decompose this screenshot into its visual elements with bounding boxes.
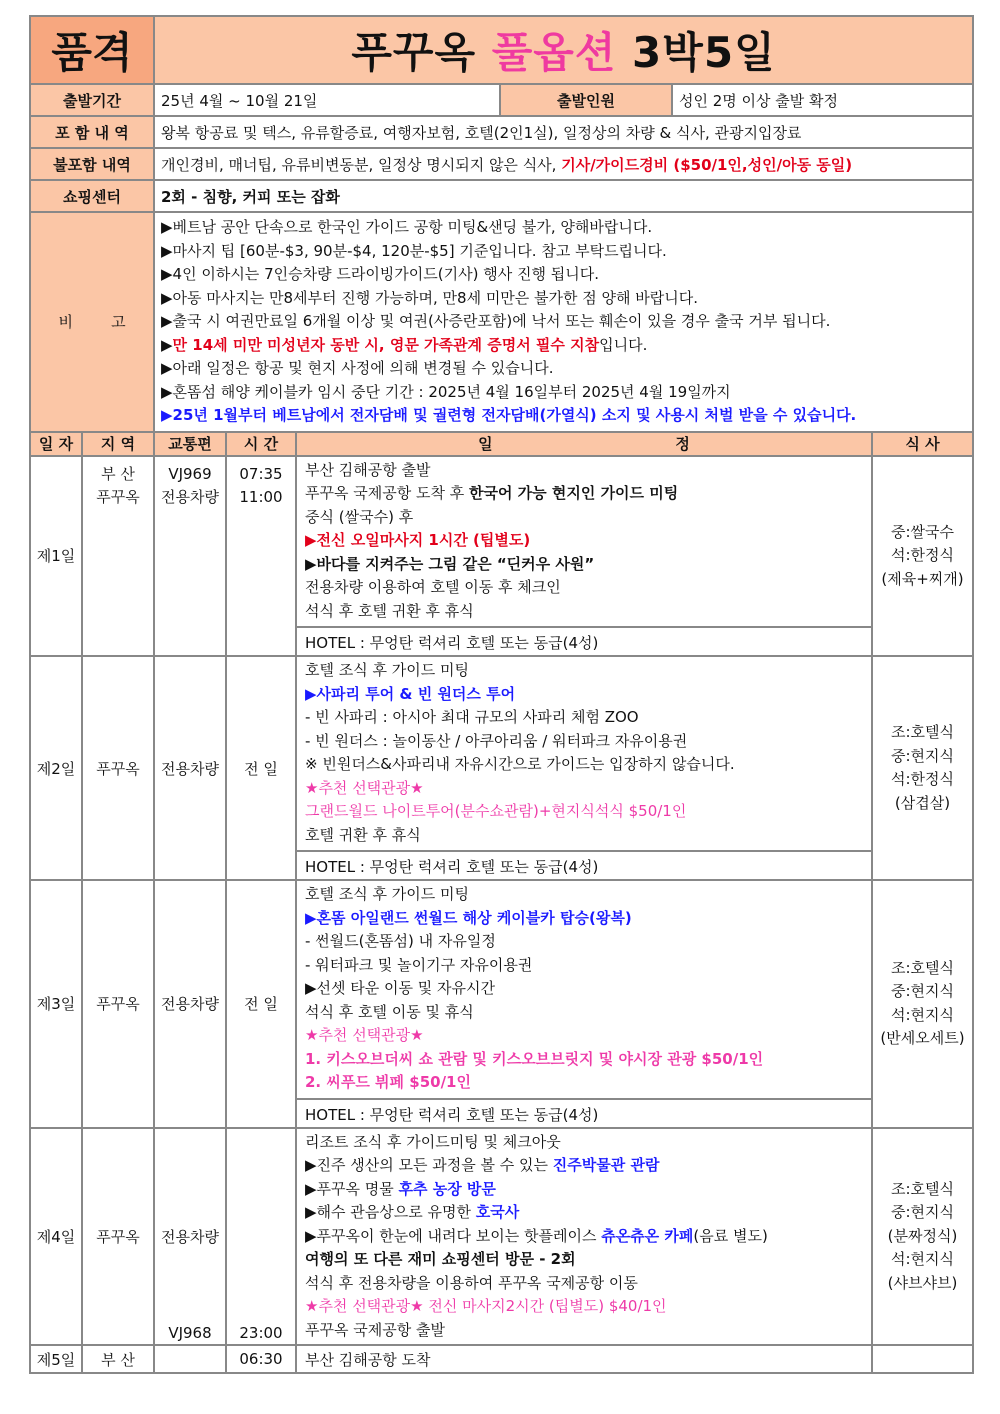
col-itinerary: 일 정 [296, 432, 872, 456]
region-cell: 부 산 [82, 1345, 154, 1373]
page-title: 푸꾸옥 풀옵션 3박5일 [154, 16, 973, 84]
note-item: ▶베트남 공안 단속으로 한국인 가이드 공항 미팅&샌딩 불가, 양해바랍니다. [161, 218, 653, 236]
time-cell: 07:35 11:00 [226, 456, 296, 657]
col-meals: 식 사 [872, 432, 973, 456]
time-cell: 전 일 [226, 880, 296, 1128]
shopping-label: 쇼핑센터 [30, 180, 154, 212]
day-row [30, 456, 973, 657]
departure-label: 출발기간 [30, 84, 154, 116]
region-cell: 푸꾸옥 [82, 880, 154, 1128]
day-row [30, 1128, 973, 1346]
info-table [29, 15, 974, 433]
transport-cell: 전용차량 VJ968 [154, 1128, 226, 1346]
shopping-value: 2회 - 침향, 커피 또는 잡화 [154, 180, 973, 212]
itinerary-cell: 부산 김해공항 출발 푸꾸옥 국제공항 도착 후 한국어 가능 현지인 가이드 미팅 중식 (쌀국수) 후 ▶전신 오일마사지 1시간 (팁별도) ▶바다를 지켜주는 그림 같은 “딘커우 사원” 전용차량 이용하여 호텔 이동 후 체크인 석식 후 호텔 귀환 후 휴식 HOTEL : 무엉탄 럭셔리 호텔 또는 동급(4성) [296, 456, 872, 657]
flight-number: VJ968 [168, 1324, 212, 1342]
itinerary-cell: 호텔 조식 후 가이드 미팅 ▶혼똠 아일랜드 썬월드 해상 케이블카 탑승(왕복) - 썬월드(혼똠섬) 내 자유일정 - 워터파크 및 놀이기구 자유이용권 ▶선셋 타운 이동 및 자유시간 석식 후 호텔 이동 및 휴식 ★추천 선택관광★ 1. 키스오브더씨 쇼 관람 및 키스오브브릿지 및 야시장 관광 $50/1인 2. 씨푸드 뷔페 $50/1인 HOTEL : 무엉탄 럭셔리 호텔 또는 동급(4성) [296, 880, 872, 1128]
region-cell: 부 산 푸꾸옥 [82, 456, 154, 657]
col-region: 지 역 [82, 432, 154, 456]
col-day: 일 자 [30, 432, 82, 456]
meals-cell: 중:쌀국수 석:한정식 (제육+찌개) [872, 456, 973, 657]
region-cell: 푸꾸옥 [82, 656, 154, 880]
day-label: 제5일 [30, 1345, 82, 1373]
col-time: 시 간 [226, 432, 296, 456]
note-item: ▶아래 일정은 항공 및 현지 사정에 의해 변경될 수 있습니다. [161, 359, 554, 377]
note-item-minor: ▶만 14세 미만 미성년자 동반 시, 영문 가족관계 증명서 필수 지참입니다. [161, 335, 648, 354]
day-label: 제3일 [30, 880, 82, 1128]
hotel-info: HOTEL : 무엉탄 럭셔리 호텔 또는 동급(4성) [297, 850, 871, 879]
transport-cell: 전용차량 [154, 656, 226, 880]
day-label: 제1일 [30, 456, 82, 657]
notes-list [154, 212, 973, 432]
pax-value: 성인 2명 이상 출발 확정 [672, 84, 973, 116]
meals-cell [872, 1345, 973, 1373]
region-cell: 푸꾸옥 [82, 1128, 154, 1346]
itinerary-cell: 호텔 조식 후 가이드 미팅 ▶사파리 투어 & 빈 원더스 투어 - 빈 사파리 : 아시아 최대 규모의 사파리 체험 ZOO - 빈 원더스 : 놀이동산 / 아쿠아리움 / 워터파크 자유이용권 ※ 빈원더스&사파리내 자유시간으로 가이드는 입장하지 않습니다. ★추천 선택관광★ 그랜드월드 나이트투어(분수쇼관람)+현지식석식 $50/1인 호텔 귀환 후 휴식 HOTEL : 무엉탄 럭셔리 호텔 또는 동급(4성) [296, 656, 872, 880]
time-cell: 06:30 [226, 1345, 296, 1373]
transport-cell [154, 1345, 226, 1373]
hotel-info: HOTEL : 무엉탄 럭셔리 호텔 또는 동급(4성) [297, 1098, 871, 1127]
grade-tag: 품격 [30, 16, 154, 84]
note-item-ecig: ▶25년 1월부터 베트남에서 전자담배 및 궐련형 전자담배(가열식) 소지 및 사용시 처벌 받을 수 있습니다. [161, 406, 857, 424]
included-label: 포 함 내 역 [30, 116, 154, 148]
note-item: ▶출국 시 여권만료일 6개월 이상 및 여권(사증란포함)에 낙서 또는 훼손이 있을 경우 출국 거부 됩니다. [161, 312, 831, 330]
hotel-info: HOTEL : 무엉탄 럭셔리 호텔 또는 동급(4성) [297, 626, 871, 655]
included-value: 왕복 항공료 및 텍스, 유류할증료, 여행자보험, 호텔(2인1실), 일정상의 차량 & 식사, 관광지입장료 [154, 116, 973, 148]
day-row [30, 1345, 973, 1373]
meals-cell: 조:호텔식 중:현지식 석:현지식 (반세오세트) [872, 880, 973, 1128]
itinerary-cell: 리조트 조식 후 가이드미팅 및 체크아웃 ▶진주 생산의 모든 과정을 볼 수 있는 진주박물관 관람 ▶푸꾸옥 명물 후추 농장 방문 ▶해수 관음상으로 유명한 호국사 ▶푸꾸옥이 한눈에 내려다 보이는 핫플레이스 츄온츄온 카페(음료 별도) 여행의 또 다른 재미 쇼핑센터 방문 - 2회 석식 후 전용차량을 이용하여 푸꾸옥 국제공항 이동 ★추천 선택관광★ 전신 마사지2시간 (팁별도) $40/1인 푸꾸옥 국제공항 출발 [296, 1128, 872, 1346]
itinerary-cell: 부산 김해공항 도착 [296, 1345, 872, 1373]
transport-cell: 전용차량 [154, 880, 226, 1128]
excluded-label: 불포함 내역 [30, 148, 154, 180]
title-highlight: 풀옵션 [491, 28, 617, 77]
note-item: ▶아동 마사지는 만8세부터 진행 가능하며, 만8세 미만은 불가한 점 양해 바랍니다. [161, 288, 699, 307]
itinerary-sheet [29, 15, 972, 1374]
day-row [30, 656, 973, 880]
col-transport: 교통편 [154, 432, 226, 456]
notes-label: 비 고 [30, 212, 154, 432]
transport-cell: VJ969 전용차량 [154, 456, 226, 657]
pax-label: 출발인원 [500, 84, 672, 116]
day-label: 제4일 [30, 1128, 82, 1346]
day-row [30, 880, 973, 1128]
time-cell: 전 일 [226, 656, 296, 880]
excluded-value: 개인경비, 매너팁, 유류비변동분, 일정상 명시되지 않은 식사, 기사/가이드경비 ($50/1인,성인/아동 동일) [154, 148, 973, 180]
time-cell: 23:00 [226, 1128, 296, 1346]
schedule-table [29, 431, 974, 1375]
day-label: 제2일 [30, 656, 82, 880]
note-item: ▶4인 이하시는 7인승차량 드라이빙가이드(기사) 행사 진행 됩니다. [161, 265, 599, 283]
guide-fee-notice: 기사/가이드경비 ($50/1인,성인/아동 동일) [561, 155, 853, 174]
meals-cell: 조:호텔식 중:현지식 석:한정식 (삼겹살) [872, 656, 973, 880]
departure-value: 25년 4월 ~ 10월 21일 [154, 84, 500, 116]
note-item: ▶혼똠섬 해양 케이블카 임시 중단 기간 : 2025년 4월 16일부터 2025년 4월 19일까지 [161, 382, 731, 401]
note-item: ▶마사지 팁 [60분-$3, 90분-$4, 120분-$5] 기준입니다. 참고 부탁드립니다. [161, 241, 667, 260]
meals-cell: 조:호텔식 중:현지식 (분짜정식) 석:현지식 (샤브샤브) [872, 1128, 973, 1346]
